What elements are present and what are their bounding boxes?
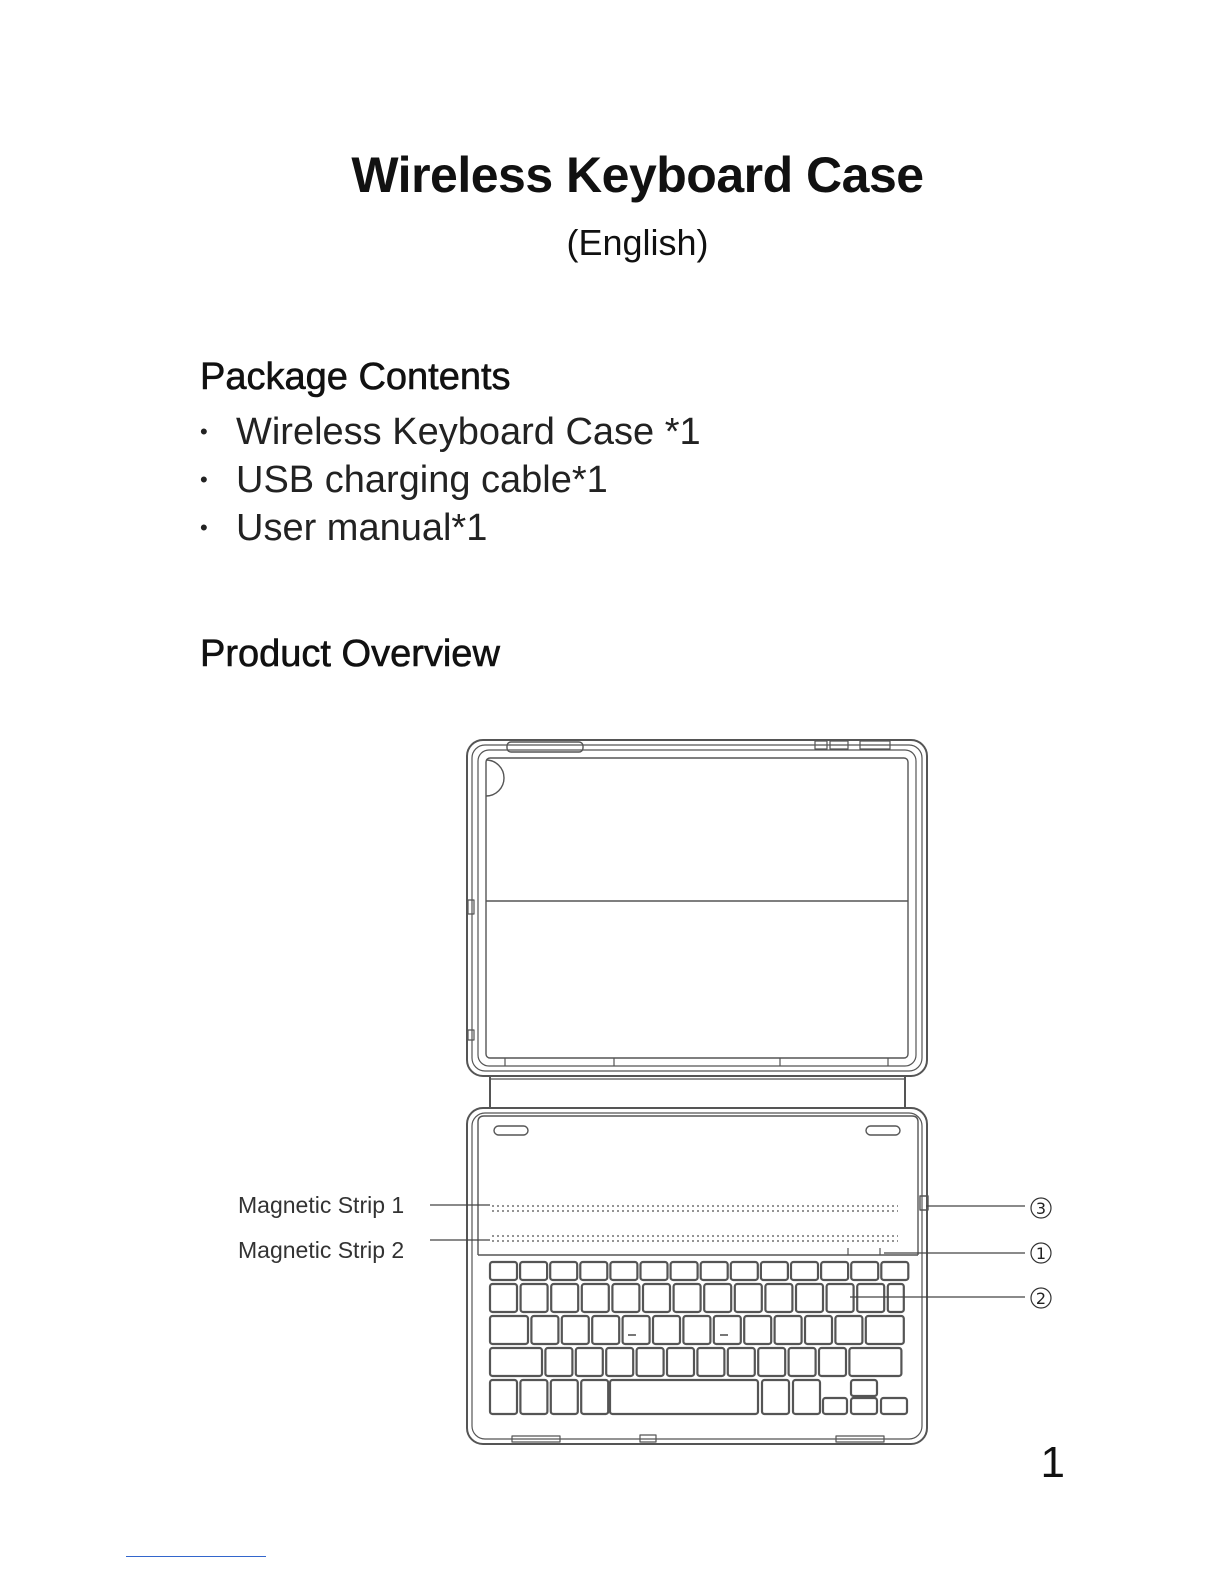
keyboard-key [490,1262,517,1280]
document-language: (English) [566,222,709,263]
keyboard-key [805,1316,832,1344]
keyboard-key [545,1348,572,1376]
keyboard-key [490,1380,517,1414]
keyboard-keys [490,1262,908,1414]
keyboard-key [562,1316,589,1344]
keyboard-key [731,1262,758,1280]
keyboard-key [551,1380,578,1414]
keyboard-key [827,1284,854,1312]
keyboard-key [765,1284,792,1312]
keyboard-key [881,1262,908,1280]
keyboard-key [857,1284,884,1312]
keyboard-key [550,1262,577,1280]
keyboard-key [610,1380,758,1414]
keyboard-key [819,1348,846,1376]
keyboard-key [623,1316,650,1344]
keyboard-key [796,1284,823,1312]
keyboard-key [888,1284,904,1312]
keyboard-key [551,1284,578,1312]
keyboard-key [490,1284,517,1312]
keyboard-key [881,1398,907,1414]
keyboard-key [851,1380,877,1396]
keyboard-key [758,1348,785,1376]
keyboard-key [580,1262,607,1280]
keyboard-key [667,1348,694,1376]
keyboard-key [775,1316,802,1344]
bullet: • [200,467,208,492]
keyboard-key [490,1348,542,1376]
tablet-holder [467,740,927,1076]
keyboard-key [576,1348,603,1376]
keyboard-key [612,1284,639,1312]
callout-1: 1 [1035,1244,1047,1263]
keyboard-key [823,1398,847,1414]
keyboard-key [704,1284,731,1312]
hinge [490,1076,905,1108]
keyboard-key [791,1262,818,1280]
keyboard-key [761,1262,788,1280]
keyboard-key [762,1380,789,1414]
magnetic-strip-1-label: Magnetic Strip 1 [238,1192,405,1218]
footer-rule [126,1556,266,1557]
keyboard-key [490,1316,528,1344]
magnetic-strip-2-label: Magnetic Strip 2 [238,1237,405,1263]
keyboard-key [674,1284,701,1312]
product-overview-heading: Product Overview [200,633,500,675]
keyboard-key [789,1348,816,1376]
keyboard-key [744,1316,771,1344]
keyboard-key [701,1262,728,1280]
callout-3: 3 [1035,1199,1047,1218]
keyboard-key [851,1398,877,1414]
keyboard-key [835,1316,862,1344]
keyboard-key [643,1284,670,1312]
keyboard-key [697,1348,724,1376]
keyboard-key [606,1348,633,1376]
keyboard-key [851,1262,878,1280]
keyboard-key [531,1316,558,1344]
keyboard-key [653,1316,680,1344]
page-number: 1 [1040,1438,1065,1487]
keyboard-key [520,1380,547,1414]
bullet: • [200,419,208,444]
keyboard-key [866,1316,904,1344]
keyboard-key [714,1316,741,1344]
list-item-text: User manual*1 [236,507,488,549]
keyboard-key [520,1262,547,1280]
keyboard-key [582,1284,609,1312]
keyboard-key [610,1262,637,1280]
bullet: • [200,515,208,540]
keyboard-key [641,1262,668,1280]
keyboard-key [592,1316,619,1344]
keyboard-key [735,1284,762,1312]
list-item-text: USB charging cable*1 [236,459,608,501]
keyboard-key [637,1348,664,1376]
keyboard-key [581,1380,608,1414]
keyboard-key [849,1348,901,1376]
list-item-text: Wireless Keyboard Case *1 [236,411,701,453]
keyboard-key [521,1284,548,1312]
callout-2: 2 [1035,1289,1047,1308]
keyboard-key [793,1380,820,1414]
document-title: Wireless Keyboard Case [351,147,924,203]
keyboard-key [683,1316,710,1344]
keyboard-key [671,1262,698,1280]
package-contents-heading: Package Contents [200,356,511,398]
keyboard-key [728,1348,755,1376]
keyboard-key [821,1262,848,1280]
